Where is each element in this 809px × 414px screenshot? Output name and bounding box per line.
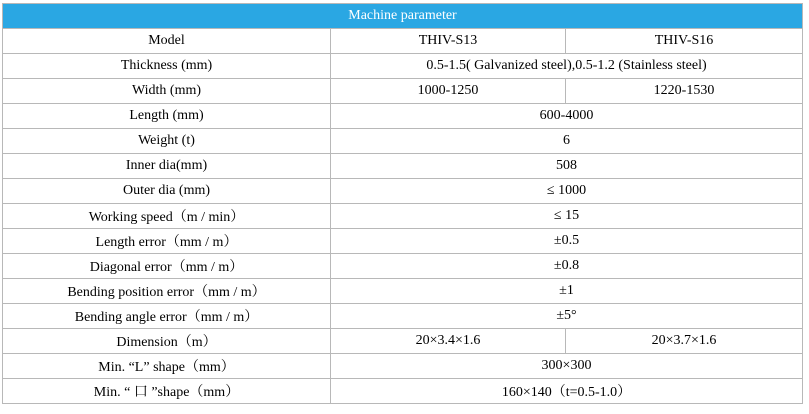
value-bending-angle-error: ±5°	[331, 304, 803, 329]
value-model-s13: THIV-S13	[331, 29, 566, 54]
table-row-bending-position-error	[3, 279, 803, 304]
row-label-outer-dia: Outer dia (mm)	[3, 179, 331, 204]
table-row-dimension	[3, 329, 803, 354]
table-row-outer-dia	[3, 179, 803, 204]
table-title: Machine parameter	[3, 4, 803, 29]
row-label-length-error: Length error（mm / m）	[3, 229, 331, 254]
row-label-min-box-shape: Min. “ 口 ”shape（mm）	[3, 379, 331, 404]
value-diagonal-error: ±0.8	[331, 254, 803, 279]
value-min-l-shape: 300×300	[331, 354, 803, 379]
value-inner-dia: 508	[331, 154, 803, 179]
value-min-box-shape: 160×140（t=0.5-1.0）	[331, 379, 803, 404]
table-row-weight	[3, 129, 803, 154]
machine-parameter-table	[2, 3, 803, 404]
table-row-diagonal-error	[3, 254, 803, 279]
row-label-bending-position-error: Bending position error（mm / m）	[3, 279, 331, 304]
row-label-inner-dia: Inner dia(mm)	[3, 154, 331, 179]
value-length-error: ±0.5	[331, 229, 803, 254]
value-width-s16: 1220-1530	[566, 79, 803, 104]
table-row-length-error	[3, 229, 803, 254]
row-label-diagonal-error: Diagonal error（mm / m）	[3, 254, 331, 279]
table-row-min-l-shape	[3, 354, 803, 379]
value-dimension-s13: 20×3.4×1.6	[331, 329, 566, 354]
table-row-model	[3, 29, 803, 54]
table-row-min-box-shape	[3, 379, 803, 404]
row-label-min-l-shape: Min. “L” shape（mm）	[3, 354, 331, 379]
value-width-s13: 1000-1250	[331, 79, 566, 104]
table-row-length	[3, 104, 803, 129]
value-bending-position-error: ±1	[331, 279, 803, 304]
table-row-bending-angle-error	[3, 304, 803, 329]
row-label-bending-angle-error: Bending angle error（mm / m）	[3, 304, 331, 329]
value-dimension-s16: 20×3.7×1.6	[566, 329, 803, 354]
value-thickness: 0.5-1.5( Galvanized steel),0.5-1.2 (Stainless steel)	[331, 54, 803, 79]
table-title-row	[3, 4, 803, 29]
row-label-dimension: Dimension（m）	[3, 329, 331, 354]
table-row-thickness	[3, 54, 803, 79]
row-label-thickness: Thickness (mm)	[3, 54, 331, 79]
table-row-working-speed	[3, 204, 803, 229]
value-working-speed: ≤ 15	[331, 204, 803, 229]
value-weight: 6	[331, 129, 803, 154]
row-label-working-speed: Working speed（m / min）	[3, 204, 331, 229]
row-label-width: Width (mm)	[3, 79, 331, 104]
table-row-width	[3, 79, 803, 104]
row-label-length: Length (mm)	[3, 104, 331, 129]
value-model-s16: THIV-S16	[566, 29, 803, 54]
table-row-inner-dia	[3, 154, 803, 179]
value-length: 600-4000	[331, 104, 803, 129]
row-label-weight: Weight (t)	[3, 129, 331, 154]
row-label-model: Model	[3, 29, 331, 54]
value-outer-dia: ≤ 1000	[331, 179, 803, 204]
